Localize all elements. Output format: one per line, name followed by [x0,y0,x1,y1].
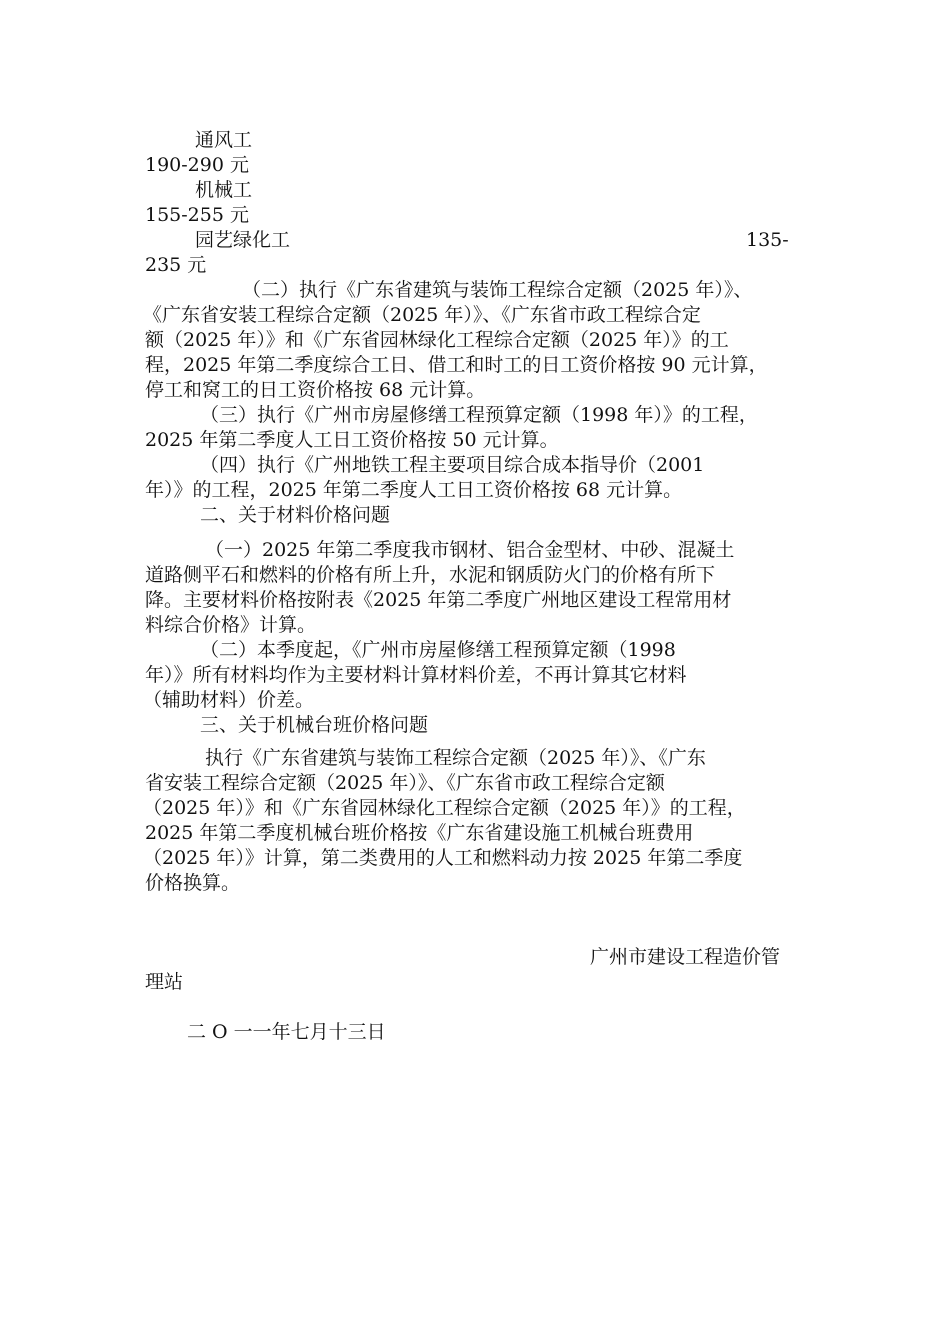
paragraph-line: 2025 年第二季度机械台班价格按《广东省建设施工机械台班费用 [145,822,694,844]
paragraph-line: （辅助材料）价差。 [143,689,315,711]
issue-date: 二 O 一一年七月十三日 [187,1021,386,1043]
wage-range-machinery: 155-255 元 [145,204,249,226]
paragraph-line: 年）》所有材料均作为主要材料计算材料价差，不再计算其它材料 [145,664,687,686]
paragraph-line: 程，2025 年第二季度综合工日、借工和时工的日工资价格按 90 元计算， [145,354,768,376]
paragraph-line: 料综合价格》计算。 [145,614,317,636]
paragraph-line: 价格换算。 [145,872,241,894]
issuer-name-continued: 理站 [145,971,184,993]
wage-range-gardening-end: 235 元 [145,254,207,276]
paragraph-line: 停工和窝工的日工资价格按 68 元计算。 [145,379,486,401]
paragraph-line: 额（2025 年）》和《广东省园林绿化工程综合定额（2025 年）》的工 [145,329,729,351]
paragraph-line: 《广东省安装工程综合定额（2025 年）》、《广东省市政工程综合定 [143,304,701,326]
section-heading-materials: 二、关于材料价格问题 [200,504,391,526]
paragraph-line: （三）执行《广州市房屋修缮工程预算定额（1998 年）》的工程， [200,404,758,426]
issuer-name: 广州市建设工程造价管 [590,946,781,968]
paragraph-line: （2025 年）》和《广东省园林绿化工程综合定额（2025 年）》的工程， [143,797,746,819]
paragraph-line: （二）本季度起，《广州市房屋修缮工程预算定额（1998 [200,639,676,661]
paragraph-line: 2025 年第二季度人工日工资价格按 50 元计算。 [145,429,559,451]
paragraph-line: 省安装工程综合定额（2025 年）》、《广东省市政工程综合定额 [145,772,665,794]
paragraph-line: 道路侧平石和燃料的价格有所上升，水泥和钢质防火门的价格有所下 [145,564,716,586]
worker-type-machinery: 机械工 [195,179,253,201]
wage-range-gardening-start: 135- [746,229,789,251]
paragraph-line: 降。主要材料价格按附表《2025 年第二季度广州地区建设工程常用材 [145,589,732,611]
worker-type-gardening: 园艺绿化工 [195,229,291,251]
paragraph-line: （二）执行《广东省建筑与装饰工程综合定额（2025 年）》、 [242,279,753,301]
paragraph-line: 年）》的工程，2025 年第二季度人工日工资价格按 68 元计算。 [145,479,683,501]
section-heading-machinery: 三、关于机械台班价格问题 [200,714,429,736]
worker-type-ventilation: 通风工 [195,129,253,151]
paragraph-line: （一）2025 年第二季度我市钢材、铝合金型材、中砂、混凝土 [205,539,735,561]
wage-range-ventilation: 190-290 元 [145,154,249,176]
paragraph-line: 执行《广东省建筑与装饰工程综合定额（2025 年）》、《广东 [205,747,706,769]
paragraph-line: （四）执行《广州地铁工程主要项目综合成本指导价（2001 [200,454,705,476]
paragraph-line: （2025 年）》计算，第二类费用的人工和燃料动力按 2025 年第二季度 [143,847,743,869]
